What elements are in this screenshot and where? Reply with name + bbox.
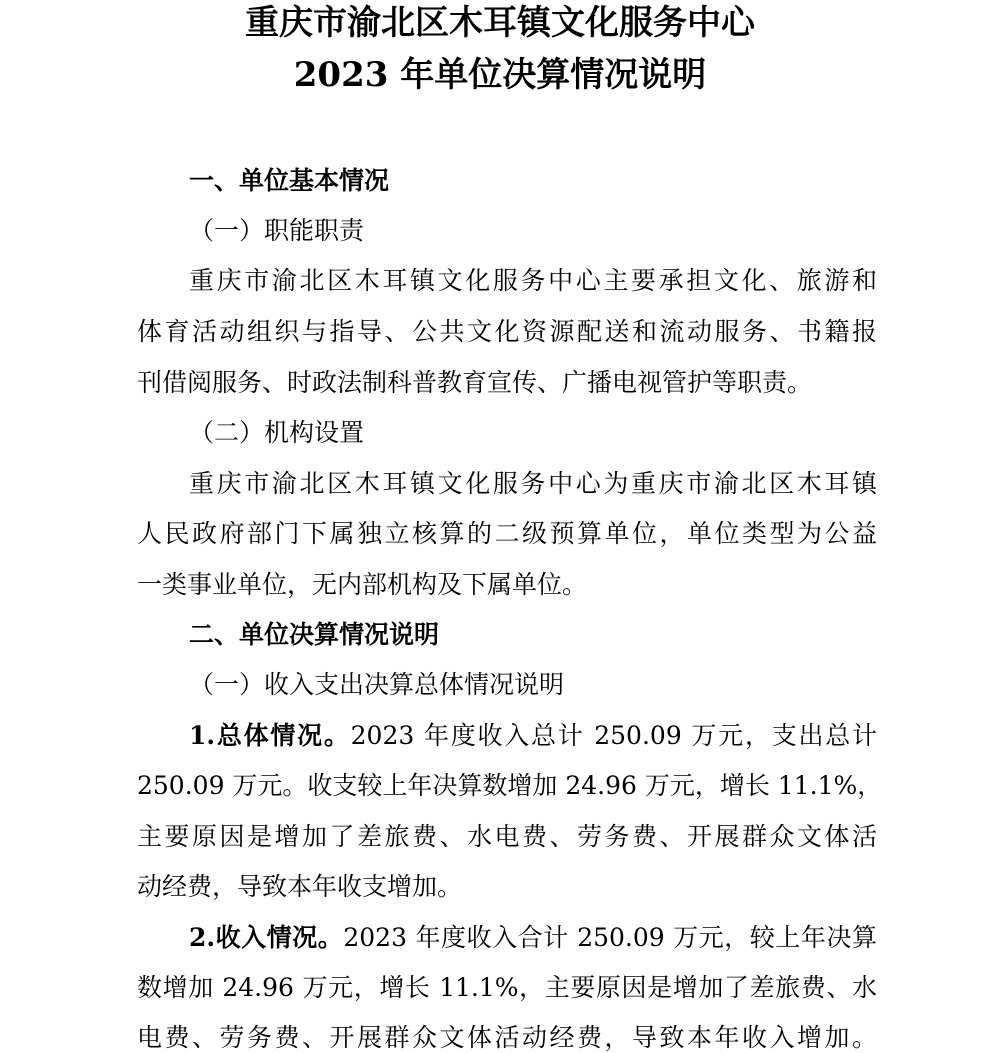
paragraph-line: 动经费，导致本年收支增加。 [137,872,463,901]
paragraph-lead: 2.收入情况。 [189,923,344,952]
paragraph-line: 电费、劳务费、开展群众文体活动经费，导致本年收入增加。 [137,1023,877,1052]
paragraph-lead: 1.总体情况。 [189,721,351,750]
paragraph-text: 2023 年度收入总计 250.09 万元，支出总计 [350,721,877,750]
paragraph-line: 主要原因是增加了差旅费、水电费、劳务费、开展群众文体活 [137,822,877,851]
paragraph-line: 体育活动组织与指导、公共文化资源配送和流动服务、书籍报 [137,317,877,346]
section-heading: 一、单位基本情况 [189,166,390,195]
section-heading: 二、单位决算情况说明 [189,620,440,649]
paragraph-line: 人民政府部门下属独立核算的二级预算单位，单位类型为公益 [137,519,877,548]
subsection-heading: （一）收入支出决算总体情况说明 [189,670,565,699]
paragraph-line: 一类事业单位，无内部机构及下属单位。 [137,570,588,599]
paragraph-line: 刊借阅服务、时政法制科普教育宣传、广播电视管护等职责。 [137,368,813,397]
subsection-heading: （二）机构设置 [189,418,365,447]
paragraph-line: 重庆市渝北区木耳镇文化服务中心为重庆市渝北区木耳镇 [189,469,877,498]
title-line-1: 重庆市渝北区木耳镇文化服务中心 [245,3,755,43]
paragraph-line: 250.09 万元。收支较上年决算数增加 24.96 万元，增长 11.1%， [137,771,883,800]
paragraph-first-line [189,723,877,748]
paragraph-line: 重庆市渝北区木耳镇文化服务中心主要承担文化、旅游和 [189,266,877,295]
paragraph-first-line [189,925,877,950]
paragraph-line: 数增加 24.96 万元，增长 11.1%，主要原因是增加了差旅费、水 [137,973,877,1002]
paragraph-text: 2023 年度收入合计 250.09 万元，较上年决算 [343,923,877,952]
title-line-2: 2023 年单位决算情况说明 [293,55,707,95]
subsection-heading: （一）职能职责 [189,216,365,245]
